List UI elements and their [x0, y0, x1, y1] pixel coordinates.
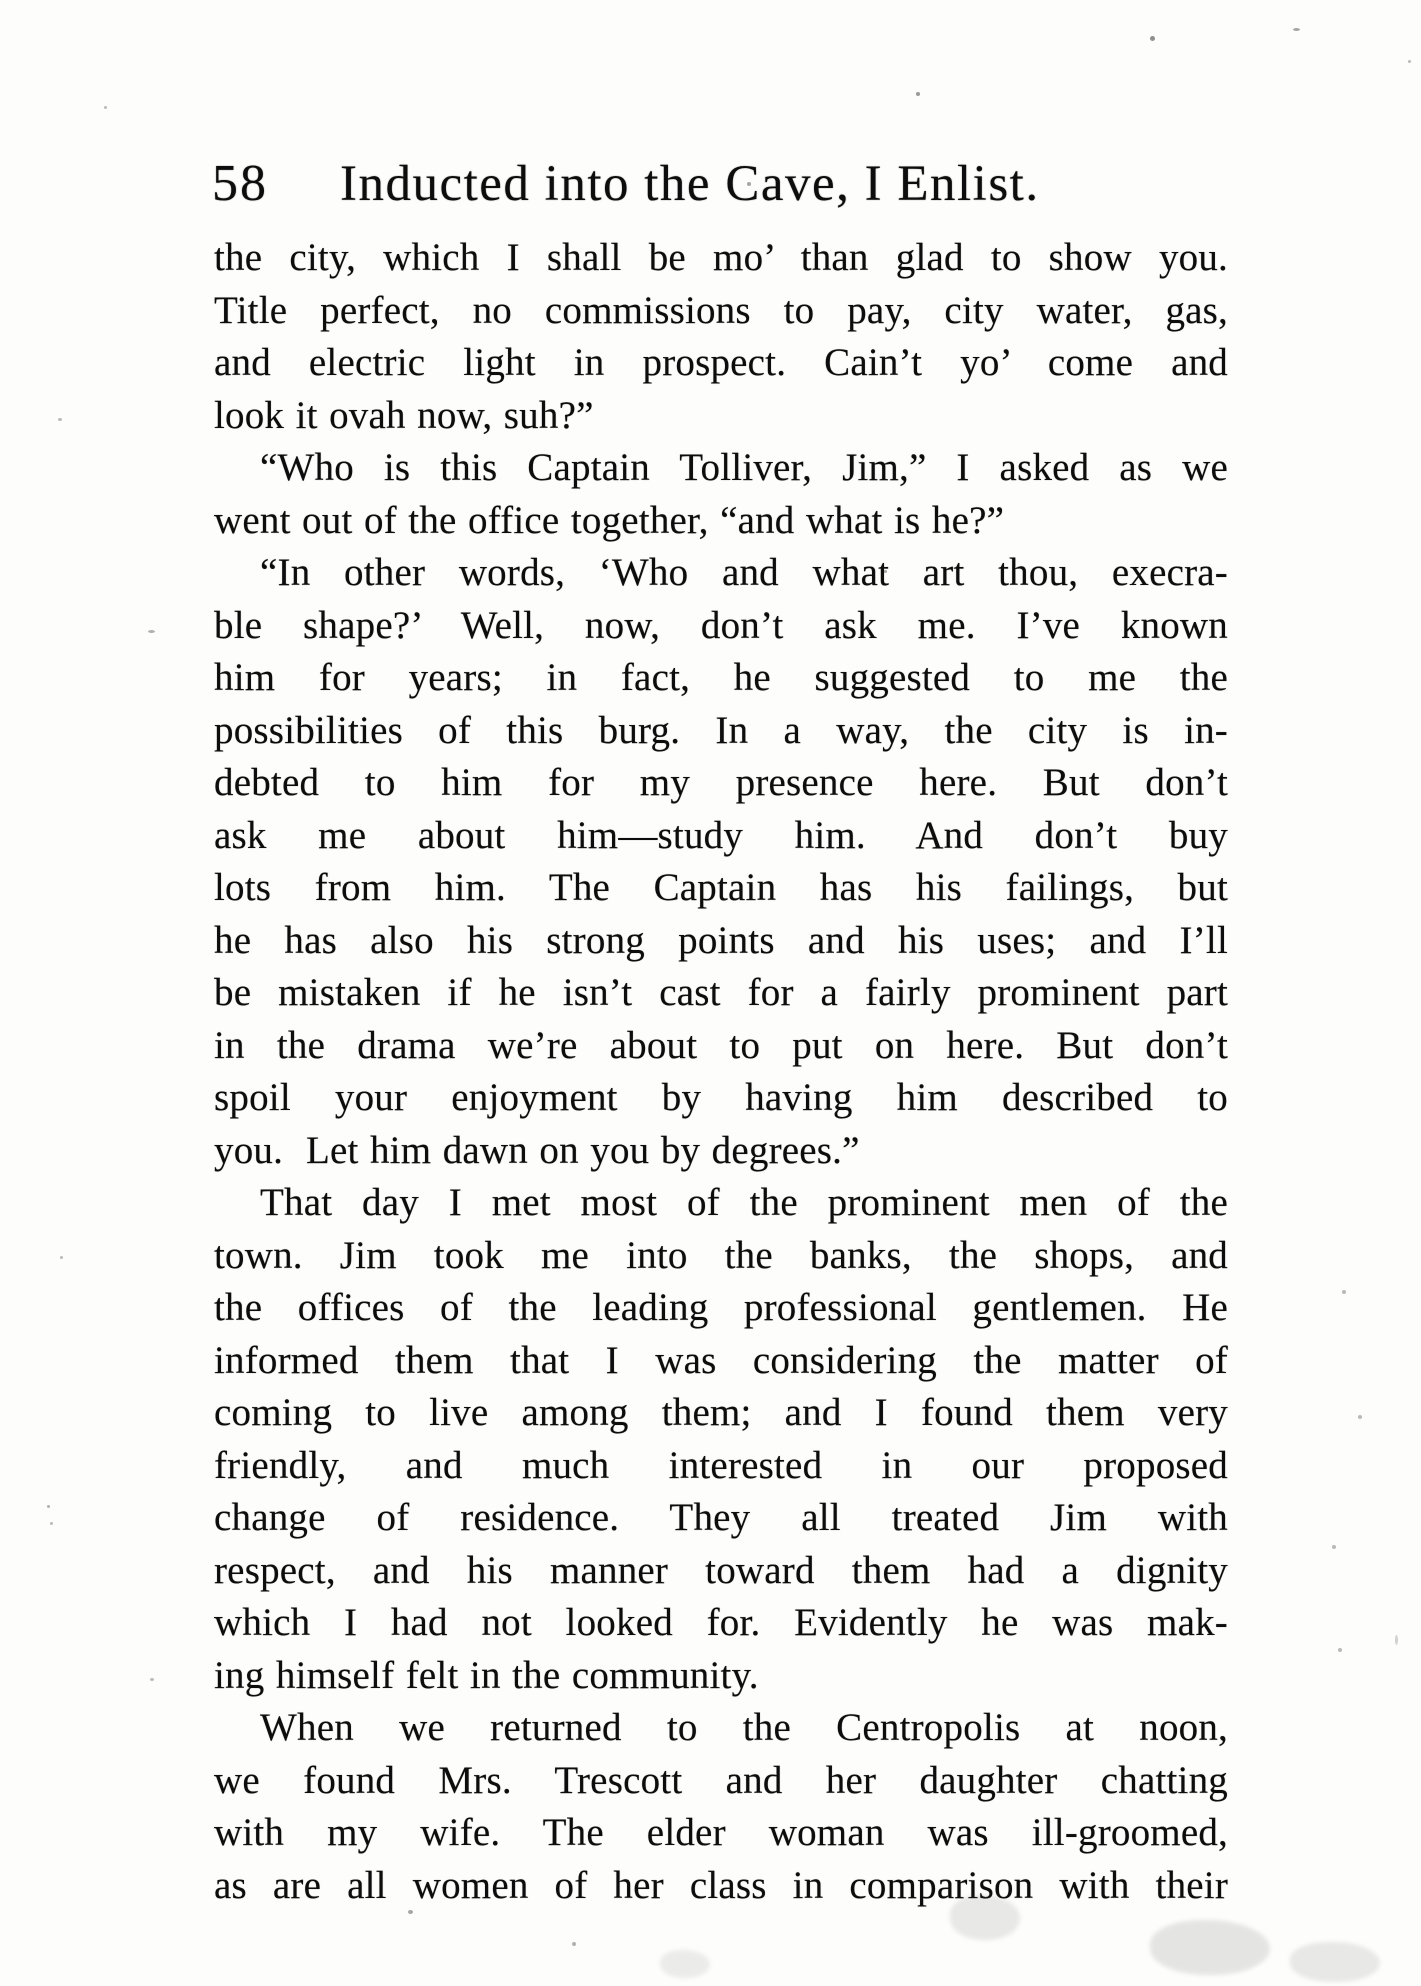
scan-smudge [660, 1950, 710, 1978]
text-line: we found Mrs. Trescott and her daughter chatting [214, 1758, 1228, 1802]
scan-speck [1395, 1635, 1398, 1645]
text-line: town. Jim took me into the banks, the shops, and [214, 1233, 1228, 1277]
page-number: 58 [212, 155, 268, 212]
scan-speck [150, 1678, 154, 1681]
scan-speck [47, 1505, 50, 1508]
text-line: which I had not looked for. Evidently he was mak- [214, 1601, 1228, 1644]
body-text [214, 232, 1228, 1912]
text-line: ble shape?’ Well, now, don’t ask me. I’ve known [214, 603, 1228, 647]
scan-speck [1408, 60, 1411, 63]
text-line: spoil your enjoyment by having him described to [214, 1076, 1228, 1119]
text-line: That day I met most of the prominent men of the [260, 1181, 1228, 1224]
text-line: informed them that I was considering the matter of [214, 1338, 1228, 1382]
scan-smudge [1150, 1920, 1270, 1975]
text-line: as are all women of her class in comparison with their [214, 1863, 1228, 1907]
text-line: he has also his strong points and his uses; and I’ll [214, 918, 1228, 962]
scan-smudge [1290, 1942, 1380, 1982]
scan-speck [104, 106, 107, 109]
running-head [212, 155, 1040, 212]
text-line: him for years; in fact, he suggested to me the [214, 656, 1228, 699]
scan-speck [1332, 1545, 1336, 1549]
text-line: debted to him for my presence here. But don’t [214, 761, 1228, 804]
scan-speck [1293, 28, 1300, 31]
chapter-title: Inducted into the Cave, I Enlist. [340, 156, 1040, 212]
text-line: be mistaken if he isn’t cast for a fairly prominent part [214, 971, 1228, 1014]
text-line: ing himself felt in the community. [214, 1653, 759, 1697]
text-line: possibilities of this burg. In a way, the city is in- [214, 708, 1228, 752]
text-line: the city, which I shall be mo’ than glad to show you. [214, 236, 1228, 279]
text-line: When we returned to the Centropolis at noon, [260, 1706, 1228, 1749]
text-line: ask me about him—study him. And don’t buy [214, 813, 1228, 857]
scan-speck [1358, 1415, 1362, 1419]
scan-speck [916, 92, 920, 96]
text-line: in the drama we’re about to put on here. But don’t [214, 1023, 1228, 1067]
scan-speck [50, 1522, 53, 1525]
scan-speck [148, 630, 155, 633]
scan-speck [884, 570, 887, 573]
text-line: change of residence. They all treated Jim with [214, 1496, 1228, 1539]
text-line: coming to live among them; and I found them very [214, 1391, 1228, 1434]
text-line: respect, and his manner toward them had a dignity [214, 1548, 1228, 1592]
scan-speck [572, 1942, 576, 1946]
text-line: “Who is this Captain Tolliver, Jim,” I asked as we [260, 446, 1228, 489]
text-line: “In other words, ‘Who and what art thou, execra- [260, 551, 1228, 594]
text-line: friendly, and much interested in our proposed [214, 1443, 1228, 1487]
text-line: with my wife. The elder woman was ill-groomed, [214, 1811, 1228, 1854]
scan-speck [1338, 1648, 1342, 1652]
text-line: Title perfect, no commissions to pay, city water, gas, [214, 288, 1228, 332]
scan-speck [747, 182, 751, 186]
text-line: went out of the office together, “and what is he?” [214, 498, 1005, 542]
text-line: the offices of the leading professional gentlemen. He [214, 1286, 1228, 1329]
scan-smudge [950, 1895, 1020, 1940]
scan-speck [58, 418, 62, 421]
scan-speck [1150, 36, 1155, 41]
text-line: you. Let him dawn on you by degrees.” [214, 1128, 860, 1172]
text-line: lots from him. The Captain has his failings, but [214, 866, 1228, 909]
scan-speck [60, 1256, 63, 1259]
scan-speck [1342, 1290, 1346, 1294]
scan-speck [408, 1910, 413, 1914]
text-line: and electric light in prospect. Cain’t yo’ come and [214, 341, 1228, 384]
text-line: look it ovah now, suh?” [214, 393, 594, 437]
